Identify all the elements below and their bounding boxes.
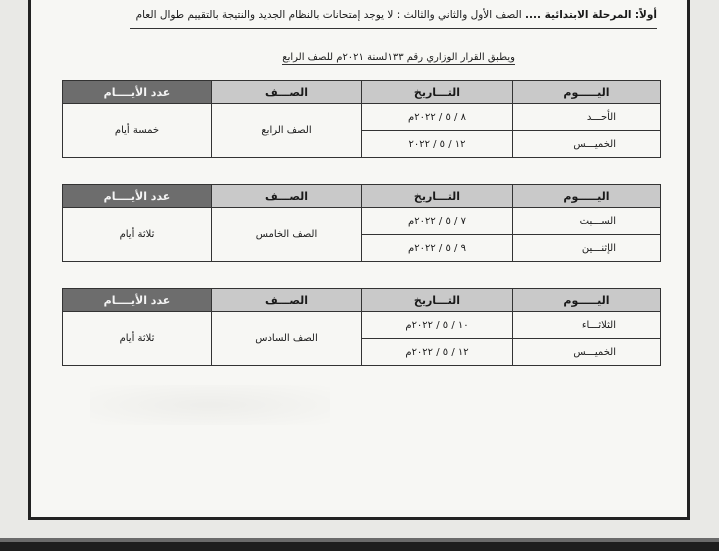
grade-cell: الصف الخامس xyxy=(212,208,362,262)
schedule-table-grade5 xyxy=(62,184,661,262)
header-day: اليـــــوم xyxy=(513,289,661,312)
header-date: التـــاريخ xyxy=(362,289,513,312)
decree-note: ويطبق القرار الوزاري رقم ١٣٣لسنة ٢٠٢١م للصف الرابع xyxy=(282,52,515,63)
header-days-count: عدد الأيــــام xyxy=(63,185,212,208)
header-grade: الصـــف xyxy=(212,289,362,312)
table-header-row xyxy=(63,289,661,312)
date-cell: ٧ / ٥ / ٢٠٢٢م xyxy=(362,208,513,235)
grade-cell: الصف السادس xyxy=(212,312,362,366)
date-cell: ٩ / ٥ / ٢٠٢٢م xyxy=(362,235,513,262)
header-day: اليـــــوم xyxy=(513,81,661,104)
days-count-cell: ثلاثة أيام xyxy=(63,312,212,366)
days-count-cell: ثلاثة أيام xyxy=(63,208,212,262)
table-row xyxy=(63,208,661,235)
header-date: التـــاريخ xyxy=(362,81,513,104)
heading-underline xyxy=(130,28,657,29)
header-days-count: عدد الأيــــام xyxy=(63,289,212,312)
desk-edge xyxy=(0,538,719,551)
table-row xyxy=(63,104,661,131)
day-cell: الخميـــس xyxy=(513,339,661,366)
header-grade: الصـــف xyxy=(212,185,362,208)
date-cell: ٨ / ٥ / ٢٠٢٢م xyxy=(362,104,513,131)
table-row xyxy=(63,312,661,339)
header-grade: الصـــف xyxy=(212,81,362,104)
header-date: التـــاريخ xyxy=(362,185,513,208)
day-cell: الخميـــس xyxy=(513,131,661,158)
date-cell: ١٢ / ٥ / ٢٠٢٢ xyxy=(362,131,513,158)
day-cell: الأحـــد xyxy=(513,104,661,131)
heading-stage: المرحلة الابتدائية .... xyxy=(524,9,632,21)
days-count-cell: خمسة أيام xyxy=(63,104,212,158)
date-cell: ١٠ / ٥ / ٢٠٢٢م xyxy=(362,312,513,339)
day-cell: الثلاثـــاء xyxy=(513,312,661,339)
day-cell: الإثنـــين xyxy=(513,235,661,262)
grade-cell: الصف الرابع xyxy=(212,104,362,158)
heading-text: الصف الأول والثاني والثالث : لا يوجد إمتحانات بالنظام الجديد والنتيجة بالتقييم طوال العام xyxy=(135,9,522,21)
date-cell: ١٢ / ٥ / ٢٠٢٢م xyxy=(362,339,513,366)
table-header-row xyxy=(63,81,661,104)
paper-shadow xyxy=(90,385,330,425)
day-cell: الســـبت xyxy=(513,208,661,235)
schedule-table-grade6 xyxy=(62,288,661,366)
table-header-row xyxy=(63,185,661,208)
schedule-table-grade4 xyxy=(62,80,661,158)
heading-lead: أولاً: xyxy=(634,9,657,21)
header-day: اليـــــوم xyxy=(513,185,661,208)
stage-heading xyxy=(136,9,657,21)
header-days-count: عدد الأيــــام xyxy=(63,81,212,104)
